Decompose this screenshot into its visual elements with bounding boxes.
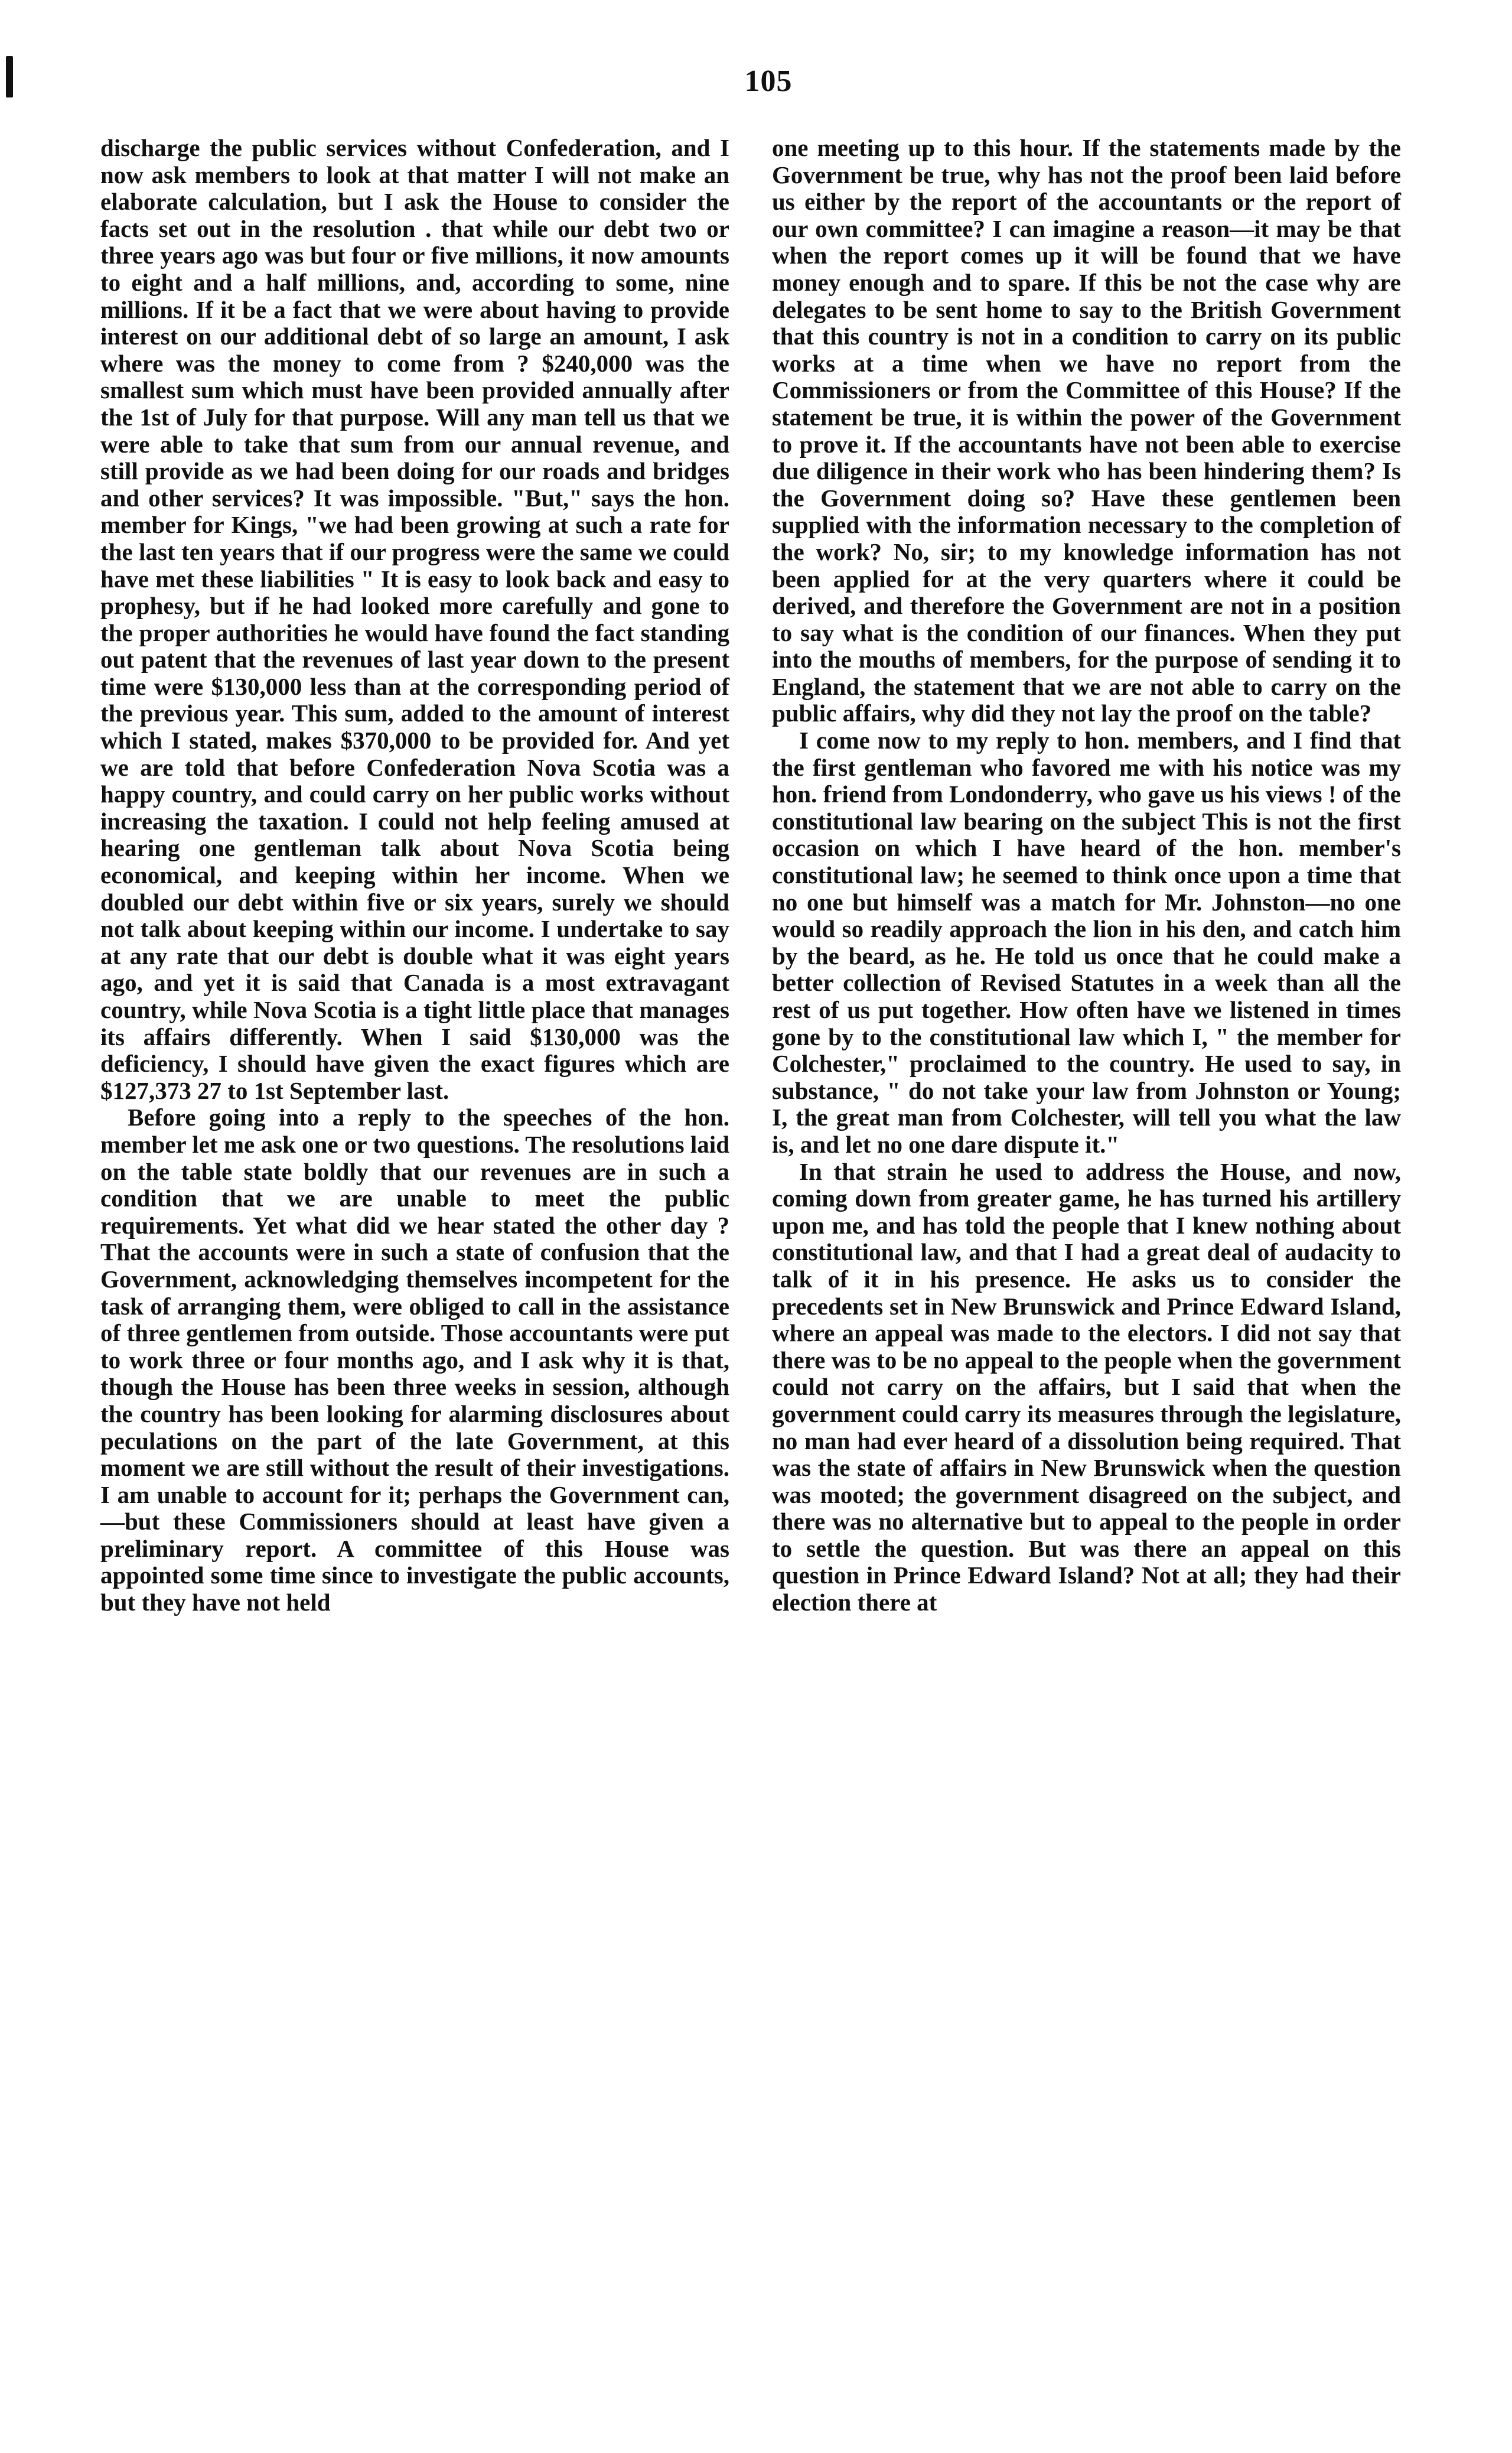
left-paragraph-2: Before going into a reply to the speeches of the hon. member let me ask one or two questions. The resolutions laid on the table state boldly that our revenues are in such a condition that we are unable to meet the public requirements. Yet what did we hear stated the other day ? That the accounts were in such a state of confusion that the Government, acknowledging themselves incompetent for the task of arranging them, were obliged to call in the assistance of three gentlemen from outside. Those accountants were put to work three or four months ago, and I ask why it is that, though the House has been three weeks in session, although the country has been looking for alarming disclosures about peculations on the part of the late Government, at this moment we are still without the result of their investigations. I am unable to account for it; perhaps the Government can,—but these Commissioners should at least have given a preliminary report. A committee of this House was appointed some time since to investigate the public accounts, but they have not held	[100, 1104, 729, 1616]
left-column	[100, 135, 729, 1616]
left-paragraph-1: discharge the public services without Confederation, and I now ask members to look at that matter I will not make an elaborate calculation, but I ask the House to consider the facts set out in the resolution . that while our debt two or three years ago was but four or five millions, it now amounts to eight and a half millions, and, according to some, nine millions. If it be a fact that we were about having to provide interest on our additional debt of so large an amount, I ask where was the money to come from ? $240,000 was the smallest sum which must have been provided annually after the 1st of July for that purpose. Will any man tell us that we were able to take that sum from our annual revenue, and still provide as we had been doing for our roads and bridges and other services? It was impossible. "But," says the hon. member for Kings, "we had been growing at such a rate for the last ten years that if our progress were the same we could have met these liabilities " It is easy to look back and easy to prophesy, but if he had looked more carefully and gone to the proper authorities he would have found the fact standing out patent that the revenues of last year down to the present time were $130,000 less than at the corresponding period of the previous year. This sum, added to the amount of interest which I stated, makes $370,000 to be provided for. And yet we are told that before Confederation Nova Scotia was a happy country, and could carry on her public works without increasing the taxation. I could not help feeling amused at hearing one gentleman talk about Nova Scotia being economical, and keeping within her income. When we doubled our debt within five or six years, surely we should not talk about keeping within our income. I undertake to say at any rate that our debt is double what it was eight years ago, and yet it is said that Canada is a most extravagant country, while Nova Scotia is a tight little place that manages its affairs differently. When I said $130,000 was the deficiency, I should have given the exact figures which are $127,373 27 to 1st September last.	[100, 134, 729, 1104]
right-paragraph-3: In that strain he used to address the House, and now, coming down from greater game, he has turned his artillery upon me, and has told the people that I knew nothing about constitutional law, and that I had a great deal of audacity to talk of it in his presence. He asks us to consider the precedents set in New Brunswick and Prince Edward Island, where an appeal was made to the electors. I did not say that there was to be no appeal to the people when the government could not carry on the affairs, but I said that when the government could carry its measures through the legislature, no man had ever heard of a dissolution being required. That was the state of affairs in New Brunswick when the question was mooted; the government disagreed on the subject, and there was no alternative but to appeal to the people in order to settle the question. But was there an appeal on this question in Prince Edward Island? Not at all; they had their election there at	[772, 1157, 1401, 1616]
page-number: 105	[744, 64, 793, 98]
right-paragraph-1: one meeting up to this hour. If the statements made by the Government be true, why has not the proof been laid before us either by the report of the accountants or the report of our own committee? I can imagine a reason—it may be that when the report comes up it will be found that we have money enough and to spare. If this be not the case why are delegates to be sent home to say to the British Government that this country is not in a condition to carry on its public works at a time when we have no report from the Commissioners or from the Committee of this House? If the statement be true, it is within the power of the Government to prove it. If the accountants have not been able to exercise due diligence in their work who has been hindering them? Is the Government doing so? Have these gentlemen been supplied with the information necessary to the completion of the work? No, sir; to my knowledge information has not been applied for at the very quarters where it could be derived, and therefore the Government are not in a position to say what is the condition of our finances. When they put into the mouths of members, for the purpose of sending it to England, the statement that we are not able to carry on the public affairs, why did they not lay the proof on the table?	[772, 134, 1401, 727]
right-paragraph-2: I come now to my reply to hon. members, and I find that the first gentleman who favored me with his notice was my hon. friend from Londonderry, who gave us his views ! of the constitutional law bearing on the subject This is not the first occasion on which I have heard of the hon. member's constitutional law; he seemed to think once upon a time that no one but himself was a match for Mr. Johnston—no one would so readily approach the lion in his den, and catch him by the beard, as he. He told us once that he could make a better collection of Revised Statutes in a week than all the rest of us put together. How often have we listened in times gone by to the constitutional law which I, " the member for Colchester," proclaimed to the country. He used to say, in substance, " do not take your law from Johnston or Young; I, the great man from Colchester, will tell you what the law is, and let no one dare dispute it."	[772, 727, 1401, 1158]
right-column	[772, 135, 1401, 1616]
margin-mark	[6, 56, 13, 97]
